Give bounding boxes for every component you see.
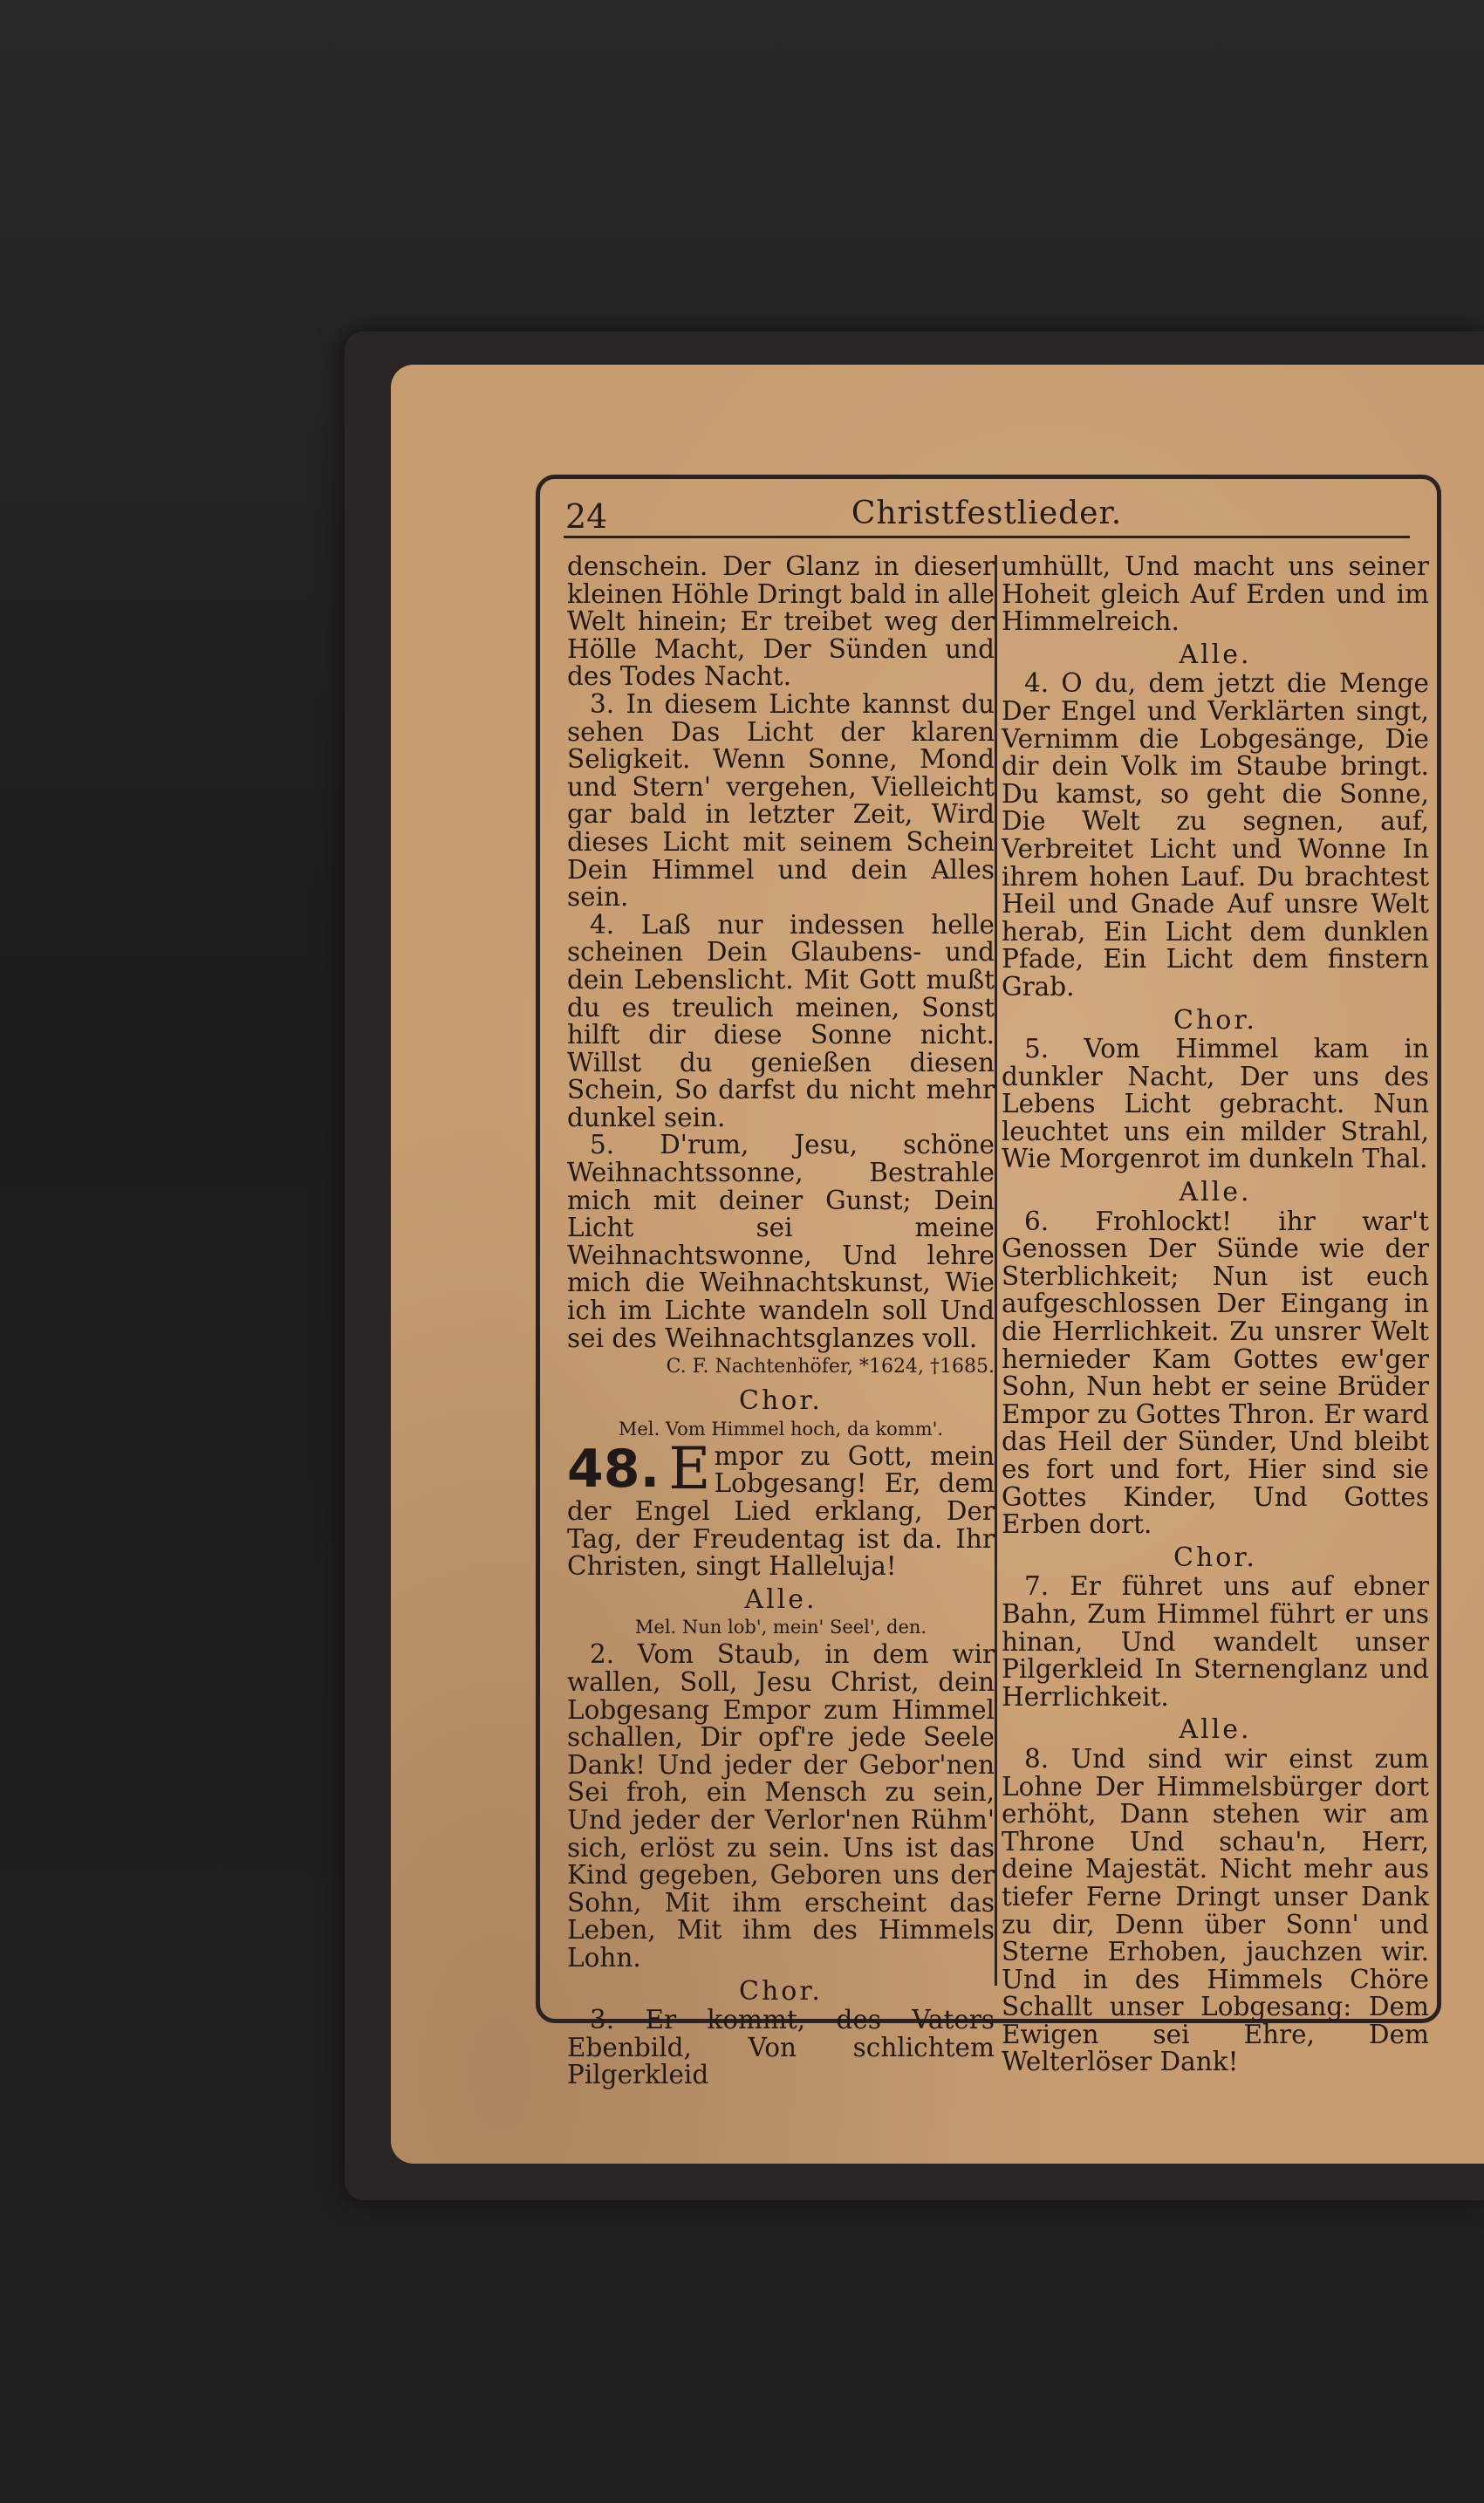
verse-paragraph: 3. Er kommt, des Vaters Ebenbild, Von schlichtem Pilgerkleid [567, 2005, 995, 2090]
verse-paragraph: 7. Er führet uns auf ebner Bahn, Zum Himmel führt er uns hinan, Und wandelt unser Pilgerkleid In Sternenglanz und Herrlichkeit. [1002, 1571, 1429, 1712]
section-label-chor: Chor. [1173, 1542, 1257, 1573]
verse-paragraph: 5. Vom Himmel kam in dunkler Nacht, Der uns des Lebens Licht gebracht. Nun leuchtet uns ein milder Strahl, Wie Morgenrot im dunkeln Thal. [1002, 1034, 1429, 1174]
verse-paragraph: 2. Vom Staub, in dem wir wallen, Soll, Jesu Christ, dein Lobgesang Empor zum Himmel schallen, Dir opf're jede Seele Dank! Und jeder der Gebor'nen Sei froh, ein Mensch zu sein, Und jeder der Verlor'nen Rühm' sich, erlöst zu sein. Uns ist das Kind gegeben, Geboren uns der Sohn, Mit ihm erscheint das Leben, Mit ihm des Himmels Lohn. [567, 1639, 995, 1973]
page-number: 24 [565, 497, 608, 536]
verse-paragraph: 4. O du, dem jetzt die Menge Der Engel und Verklärten singt, Vernimm die Lobgesänge, Die dir dein Volk im Staube bringt. Du kamst, so geht die Sonne, Die Welt zu segnen, auf, Verbreitet Licht und Wonne In ihrem hohen Lauf. Du brachtest Heil und Gnade Auf unsre Welt herab, Ein Licht dem dunklen Pfade, Ein Licht dem finstern Grab. [1002, 668, 1429, 1002]
running-head: Christfestlieder. [851, 496, 1123, 531]
section-label-alle: Alle. [1179, 1177, 1252, 1208]
verse-paragraph: 5. D'rum, Jesu, schöne Weihnachtssonne, Bestrahle mich mit deiner Gunst; Dein Licht sei meine Weihnachtswonne, Und lehre mich die Weihnachtskunst, Wie ich im Lichte wandeln soll Und sei des Weihnachtsglanzes voll. [567, 1130, 995, 1353]
section-label-alle: Alle. [744, 1583, 817, 1615]
author-attribution: C. F. Nachtenhöfer, *1624, †1685. [666, 1356, 995, 1378]
verse-paragraph: 6. Frohlockt! ihr war't Genossen Der Sünde wie der Sterblichkeit; Nun ist euch aufgeschlossen Der Eingang in die Herrlichkeit. Zu unsrer Welt hernieder Kam Gottes ew'ger Sohn, Nun hebt er seine Brüder Empor zu Gottes Thron. Er ward das Heil der Sünder, Und bleibt es fort und fort, Hier sind sie Gottes Kinder, Und Gottes Erben dort. [1002, 1206, 1429, 1540]
section-label-alle: Alle. [1179, 639, 1252, 670]
hymn-first-verse: mpor zu Gott, mein Lobgesang! Er, dem der Engel Lied erklang, Der Tag, der Freudentag ist da. Ihr Christen, singt Halleluja! [567, 1440, 995, 1582]
verse-paragraph: 4. Laß nur indessen helle scheinen Dein Glaubens- und dein Lebenslicht. Mit Gott mußt du es treulich meinen, Sonst hilft dir diese Sonne nicht. Willst du genießen diesen Schein, So darfst du nicht mehr dunkel sein. [567, 909, 995, 1132]
right-column [1002, 553, 1429, 2076]
hymn-start [567, 1434, 995, 1582]
drop-cap: E [668, 1434, 711, 1502]
melody-note: Mel. Vom Himmel hoch, da komm'. [618, 1418, 944, 1440]
column-divider [995, 555, 997, 1986]
section-label-alle: Alle. [1179, 1714, 1252, 1746]
hymn-number: 48. [567, 1438, 660, 1500]
verse-paragraph: 8. Und sind wir einst zum Lohne Der Himmelsbürger dort erhöht, Dann stehen wir am Throne Und schau'n, Herr, deine Majestät. Nicht mehr aus tiefer Ferne Dringt unser Dank zu dir, Denn über Sonn' und Sterne Erhoben, jauchzen wir. Und in des Himmels Chöre Schallt unser Lobgesang: Dem Ewigen sei Ehre, Dem Welterlöser Dank! [1002, 1743, 1429, 2077]
verse-paragraph: 3. In diesem Lichte kannst du sehen Das Licht der klaren Seligkeit. Wenn Sonne, Mond und Stern' vergehen, Vielleicht gar bald in letzter Zeit, Wird dieses Licht mit seinem Schein Dein Himmel und dein Alles sein. [567, 688, 995, 913]
left-column [567, 553, 995, 2089]
page-header [564, 494, 1410, 538]
verse-paragraph: umhüllt, Und macht uns seiner Hoheit gleich Auf Erden und im Himmelreich. [1002, 551, 1429, 637]
section-label-chor: Chor. [1173, 1004, 1257, 1036]
verse-paragraph: denschein. Der Glanz in dieser kleinen Höhle Dringt bald in alle Welt hinein; Er treibet weg der Hölle Macht, Der Sünden und des Todes Nacht. [567, 551, 995, 692]
section-label-chor: Chor. [739, 1975, 823, 2007]
section-label-chor: Chor. [739, 1385, 823, 1417]
melody-note: Mel. Nun lob', mein' Seel', den. [634, 1617, 927, 1638]
